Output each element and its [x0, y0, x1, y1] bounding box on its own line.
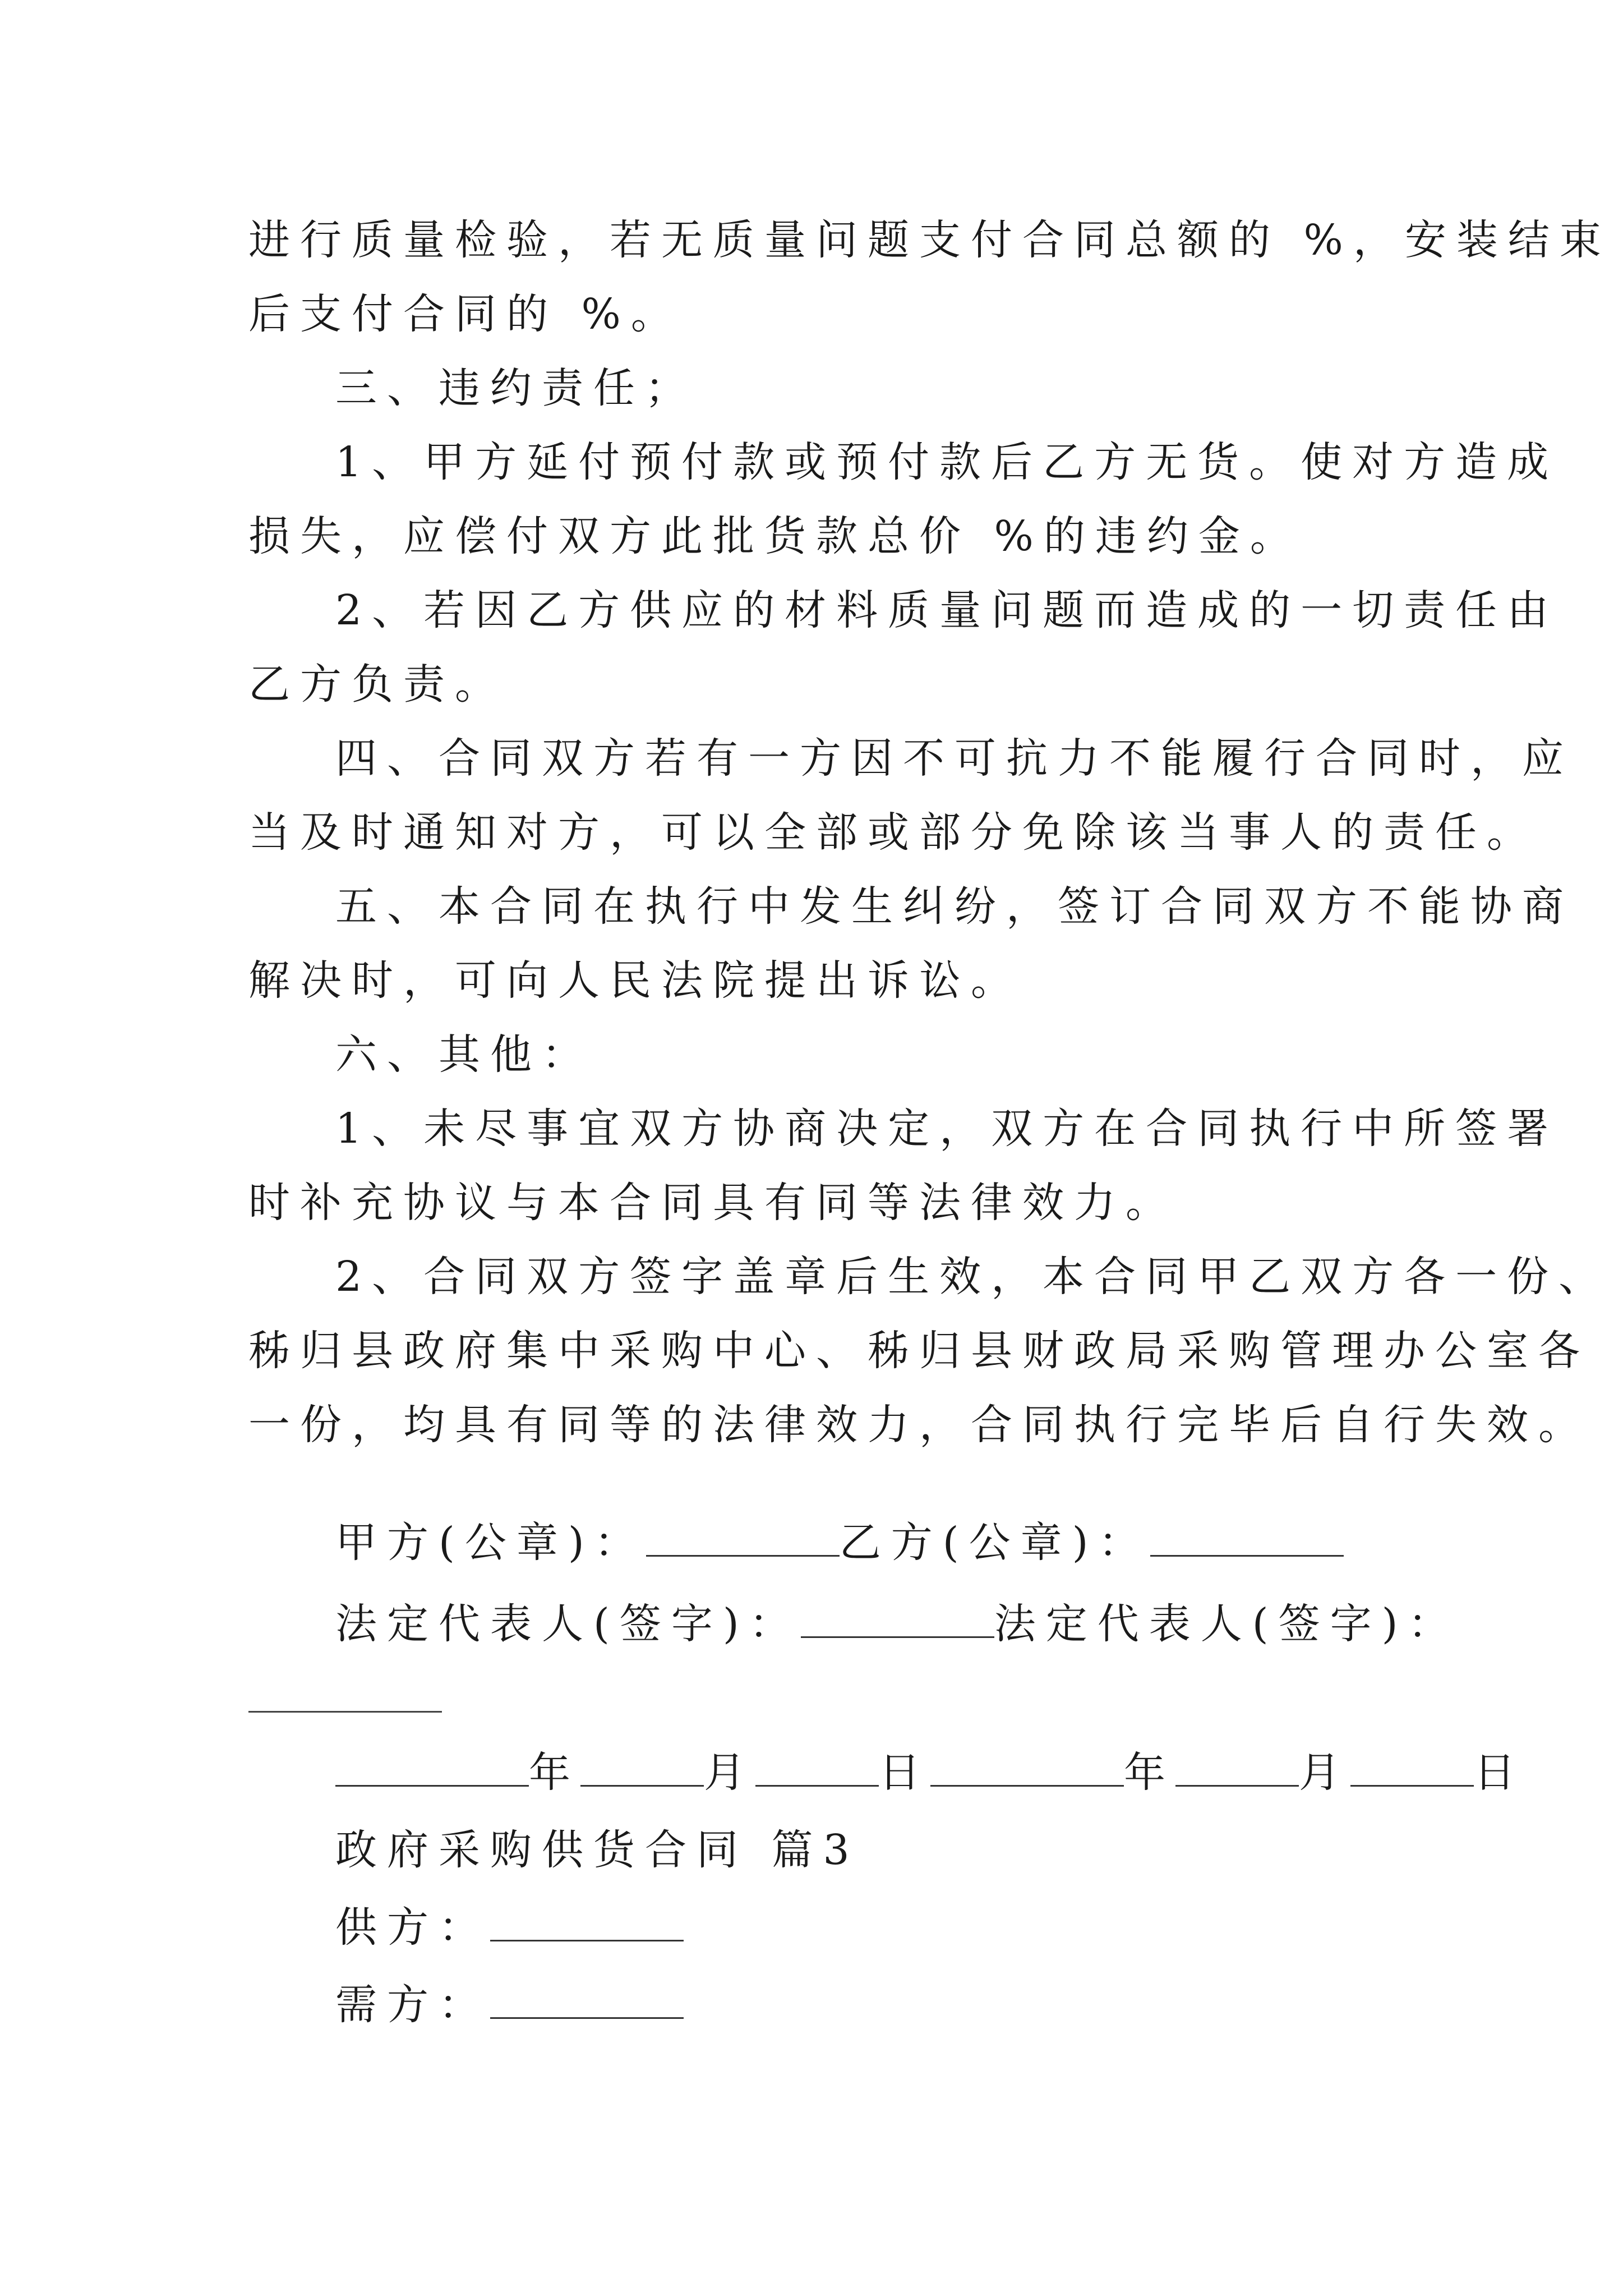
- paragraph-line-1: 进行质量检验，若无质量问题支付合同总额的 %，安装结束: [248, 216, 1611, 264]
- party-b-seal-blank: [1150, 1516, 1344, 1557]
- paragraph-line-11: 解决时，可向人民法院提出诉讼。: [248, 956, 1022, 1005]
- year-label-b: 年: [1124, 1749, 1175, 1797]
- paragraph-line-16: 秭归县政府集中采购中心、秭归县财政局采购管理办公室各: [248, 1327, 1590, 1375]
- supplier-blank: [490, 1901, 684, 1941]
- paragraph-line-13: 1、未尽事宜双方协商决定，双方在合同执行中所签署: [335, 1105, 1559, 1153]
- paragraph-line-14: 时补充协议与本合同具有同等法律效力。: [248, 1179, 1177, 1227]
- month-blank-a: [580, 1746, 704, 1787]
- day-blank-b: [1350, 1746, 1474, 1787]
- supplier-row: [335, 1899, 684, 1955]
- party-a-seal-blank: [646, 1516, 840, 1557]
- paragraph-line-8: 四、合同双方若有一方因不可抗力不能履行合同时，应: [335, 734, 1574, 783]
- buyer-label: 需方：: [335, 1981, 490, 2029]
- paragraph-line-6: 2、若因乙方供应的材料质量问题而造成的一切责任由: [335, 586, 1559, 634]
- month-label-a: 月: [704, 1749, 755, 1797]
- paragraph-line-9: 当及时通知对方，可以全部或部分免除该当事人的责任。: [248, 808, 1538, 857]
- legal-rep-signature-row: [335, 1596, 1460, 1652]
- paragraph-line-15: 2、合同双方签字盖章后生效，本合同甲乙双方各一份、: [335, 1253, 1611, 1301]
- date-row: [335, 1745, 1525, 1801]
- next-section-title: 政府采购供货合同 篇3: [335, 1826, 860, 1874]
- paragraph-line-5: 损失，应偿付双方此批货款总价 %的违约金。: [248, 512, 1302, 560]
- buyer-row: [335, 1977, 684, 2033]
- party-a-seal-label: 甲方(公章)：: [335, 1519, 646, 1567]
- month-label-b: 月: [1299, 1749, 1350, 1797]
- month-blank-b: [1175, 1746, 1299, 1787]
- buyer-blank: [490, 1978, 684, 2019]
- paragraph-line-2: 后支付合同的 %。: [248, 290, 683, 338]
- party-b-seal-label: 乙方(公章)：: [839, 1519, 1150, 1567]
- seal-signature-row: [335, 1515, 1344, 1571]
- year-blank-a: [335, 1746, 529, 1787]
- day-label-b: 日: [1474, 1749, 1525, 1797]
- year-label-a: 年: [529, 1749, 580, 1797]
- legal-rep-a-blank: [801, 1597, 994, 1638]
- paragraph-line-4: 1、甲方延付预付款或预付款后乙方无货。使对方造成: [335, 438, 1559, 486]
- day-blank-a: [755, 1746, 879, 1787]
- day-label-a: 日: [879, 1749, 930, 1797]
- section-heading-other: 六、其他：: [335, 1030, 593, 1079]
- year-blank-b: [930, 1746, 1124, 1787]
- paragraph-line-7: 乙方负责。: [248, 660, 506, 708]
- supplier-label: 供方：: [335, 1903, 490, 1952]
- legal-rep-b-label: 法定代表人(签字)：: [994, 1600, 1460, 1648]
- legal-rep-a-label: 法定代表人(签字)：: [335, 1600, 801, 1648]
- section-heading-breach: 三、违约责任；: [335, 364, 697, 412]
- legal-rep-b-blank: [248, 1711, 442, 1713]
- paragraph-line-17: 一份，均具有同等的法律效力，合同执行完毕后自行失效。: [248, 1401, 1590, 1449]
- paragraph-line-10: 五、本合同在执行中发生纠纷，签订合同双方不能协商: [335, 882, 1574, 931]
